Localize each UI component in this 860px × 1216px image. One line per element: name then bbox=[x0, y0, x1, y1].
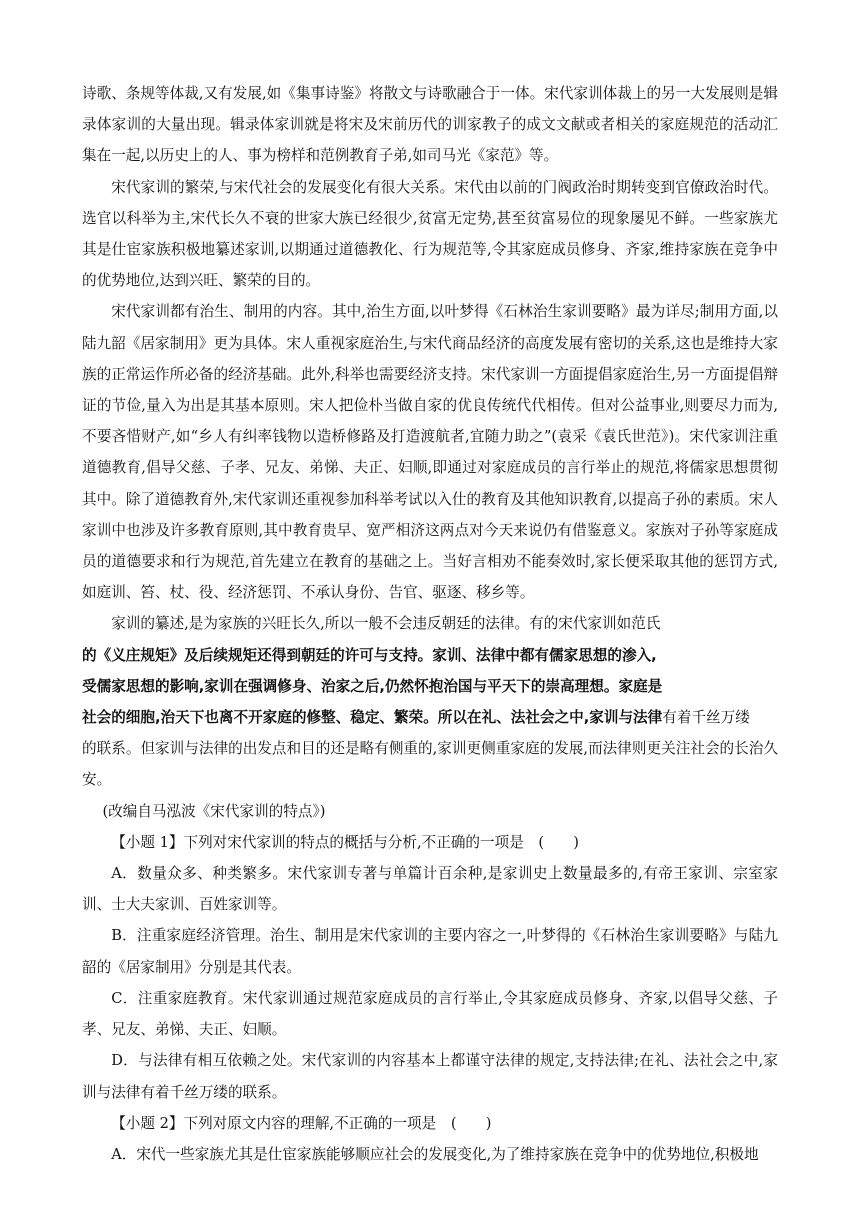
paragraph: 宋代家训都有治生、制用的内容。其中,治生方面,以叶梦得《石林治生家训要略》最为详尽;制用方面,以陆九韶《居家制用》更为具体。宋人重视家庭治生,与宋代商品经济的高度发展有密切的关系,这也是维持大家族的正常运作所必备的经济基础。此外,科举也需要经济支持。宋代家训一方面提倡家庭治生,另一方面提倡辩证的节俭,量入为出是其基本原则。宋人把俭朴当做自家的优良传统代代相传。但对公益事业,则要尽力而为,不要吝惜财产,如“乡人有纠率钱物以造桥修路及打造渡航者,宜随力助之”(袁采《袁氏世范》)。宋代家训注重道德教育,倡导父慈、子孝、兄友、弟悌、夫正、妇顺,即通过对家庭成员的言行举止的规范,将儒家思想贯彻其中。除了道德教育外,宋代家训还重视参加科举考试以入仕的教育及其他知识教育,以提高子孙的素质。宋人家训中也涉及许多教育原则,其中教育贵早、宽严相济这两点对今天来说仍有借鉴意义。家族对子孙等家庭成员的道德要求和行为规范,首先建立在教育的基础之上。当好言相劝不能奏效时,家长便采取其他的惩罚方式,如庭训、笞、杖、役、经济惩罚、不承认身份、告官、驱逐、移乡等。 bbox=[82, 303, 778, 602]
bold-line: 的《义庄规矩》及后续规矩还得到朝廷的许可与支持。家训、法律中都有儒家思想的渗入, bbox=[82, 646, 657, 664]
bold-line-with-tail bbox=[82, 702, 778, 733]
question-1-option-d: D．与法律有相互依赖之处。宋代家训的内容基本上都谨守法律的规定,支持法律;在礼、法社会之中,家训与法律有着千丝万缕的联系。 bbox=[82, 1052, 778, 1101]
bold-line: 受儒家思想的影响,家训在强调修身、治家之后,仍然怀抱治国与平天下的崇高理想。家庭是 bbox=[82, 677, 663, 695]
paragraph: 诗歌、条规等体裁,又有发展,如《集事诗鉴》将散文与诗歌融合于一体。宋代家训体裁上的另一大发展则是辑录体家训的大量出现。辑录体家训就是将宋及宋前历代的训家教子的成文文献或者相关的家庭规范的活动汇集在一起,以历史上的人、事为榜样和范例教育子弟,如司马光《家范》等。 bbox=[82, 85, 778, 165]
paragraph-tail: 的联系。但家训与法律的出发点和目的还是略有侧重的,家训更侧重家庭的发展,而法律则更关注社会的长治久安。 bbox=[82, 740, 778, 789]
question-1-title: 【小题 1】下列对宋代家训的特点的概括与分析,不正确的一项是 ( ) bbox=[111, 833, 579, 851]
question-2-option-a: A．宋代一些家族尤其是仕宦家族能够顺应社会的发展变化,为了维持家族在竞争中的优势地位,积极地 bbox=[111, 1145, 759, 1163]
tail-inline: 有着千丝万缕 bbox=[662, 709, 750, 727]
paragraph-lead: 家训的纂述,是为家族的兴旺长久,所以一般不会违反朝廷的法律。有的宋代家训如范氏 bbox=[111, 615, 661, 633]
document-page bbox=[82, 78, 778, 1170]
source-note: (改编自马泓波《宋代家训的特点》) bbox=[102, 802, 326, 820]
bold-line: 社会的细胞,治天下也离不开家庭的修整、稳定、繁荣。所以在礼、法社会之中,家训与法律 bbox=[82, 709, 663, 727]
paragraph-law bbox=[82, 608, 778, 795]
question-1-option-a: A．数量众多、种类繁多。宋代家训专著与单篇计百余种,是家训史上数量最多的,有帝王家训、宗室家训、士大夫家训、百姓家训等。 bbox=[82, 865, 778, 914]
question-1-option-b: B．注重家庭经济管理。治生、制用是宋代家训的主要内容之一,叶梦得的《石林治生家训要略》与陆九韶的《居家制用》分别是其代表。 bbox=[82, 927, 778, 976]
question-1-option-c: C．注重家庭教育。宋代家训通过规范家庭成员的言行举止,令其家庭成员修身、齐家,以倡导父慈、子孝、兄友、弟悌、夫正、妇顺。 bbox=[82, 989, 778, 1039]
question-2-title: 【小题 2】下列对原文内容的理解,不正确的一项是 ( ) bbox=[111, 1114, 492, 1132]
paragraph: 宋代家训的繁荣,与宋代社会的发展变化有很大关系。宋代由以前的门阀政治时期转变到官僚政治时代。选官以科举为主,宋代长久不衰的世家大族已经很少,贫富无定势,甚至贫富易位的现象屡见不鲜。一些家族尤其是仕宦家族积极地纂述家训,以期通过道德教化、行为规范等,令其家庭成员修身、齐家,维持家族在竞争中的优势地位,达到兴旺、繁荣的目的。 bbox=[82, 178, 778, 290]
